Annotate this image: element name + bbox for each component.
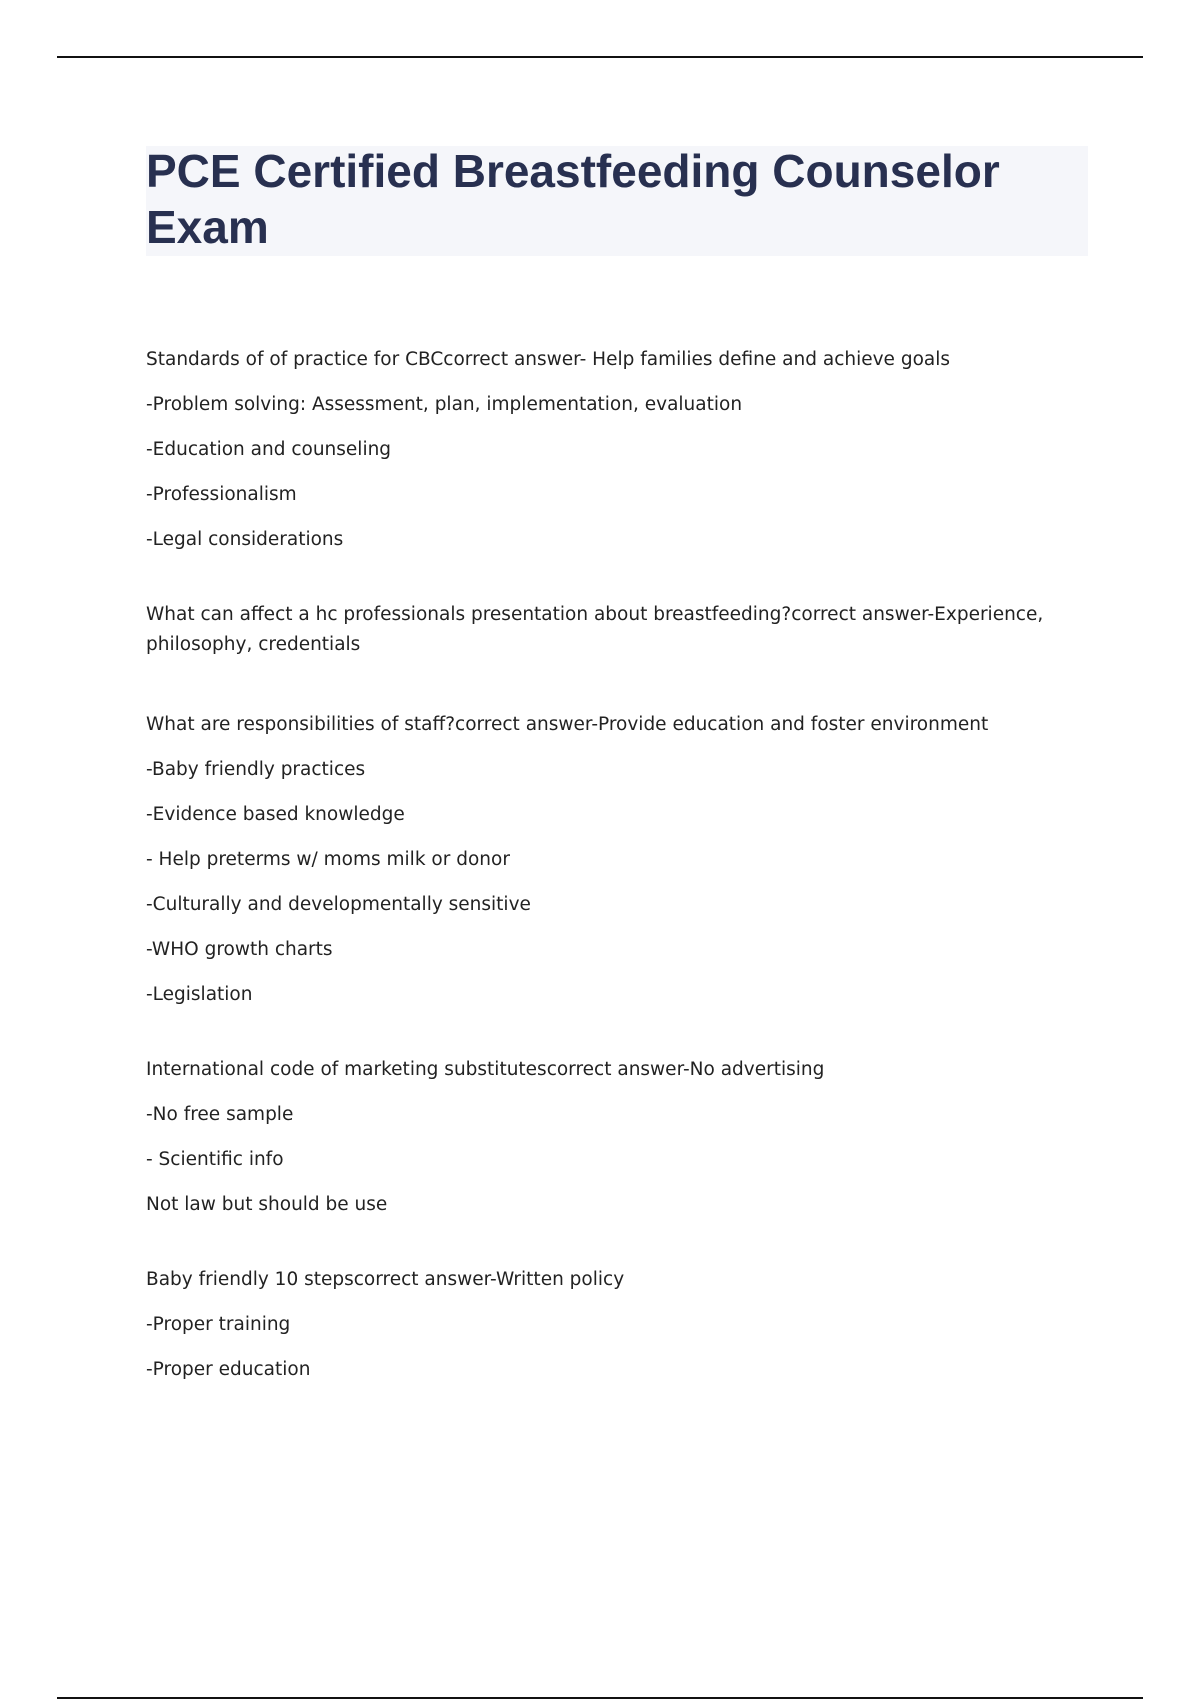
qa-card-4 (146, 1055, 1046, 1220)
answer-line: -Culturally and developmentally sensitive (146, 894, 531, 915)
document-title: PCE Certified Breastfeeding Counselor Exam (146, 145, 1000, 253)
answer-line: -Proper education (146, 1359, 311, 1380)
question-line: International code of marketing substitutescorrect answer-No advertising (146, 1059, 825, 1080)
qa-card-1 (146, 345, 1046, 555)
answer-line: -WHO growth charts (146, 939, 333, 960)
answer-line: -Proper training (146, 1314, 291, 1335)
answer-line: Not law but should be use (146, 1194, 388, 1215)
qa-card-3 (146, 710, 1046, 1010)
answer-line: - Help preterms w/ moms milk or donor (146, 849, 510, 870)
answer-line: -Baby friendly practices (146, 759, 366, 780)
qa-card-5 (146, 1265, 1046, 1385)
question-line: Standards of of practice for CBCcorrect answer- Help families define and achieve goals (146, 349, 951, 370)
answer-line: -No free sample (146, 1104, 294, 1125)
question-line: Baby friendly 10 stepscorrect answer-Written policy (146, 1269, 625, 1290)
bottom-rule (57, 1697, 1143, 1699)
answer-line: -Evidence based knowledge (146, 804, 405, 825)
question-line: What are responsibilities of staff?correct answer-Provide education and foster environment (146, 714, 989, 735)
answer-line: -Education and counseling (146, 439, 392, 460)
document-body (146, 345, 1046, 1430)
qa-card-2 (146, 600, 1046, 660)
answer-line: -Legislation (146, 984, 253, 1005)
answer-line: -Professionalism (146, 484, 297, 505)
answer-line: - Scientific info (146, 1149, 284, 1170)
top-rule (57, 56, 1143, 58)
question-line: What can affect a hc professionals presentation about breastfeeding?correct answer-Experience, philosophy, credentials (146, 604, 1044, 655)
answer-line: -Problem solving: Assessment, plan, implementation, evaluation (146, 394, 743, 415)
answer-line: -Legal considerations (146, 529, 344, 550)
